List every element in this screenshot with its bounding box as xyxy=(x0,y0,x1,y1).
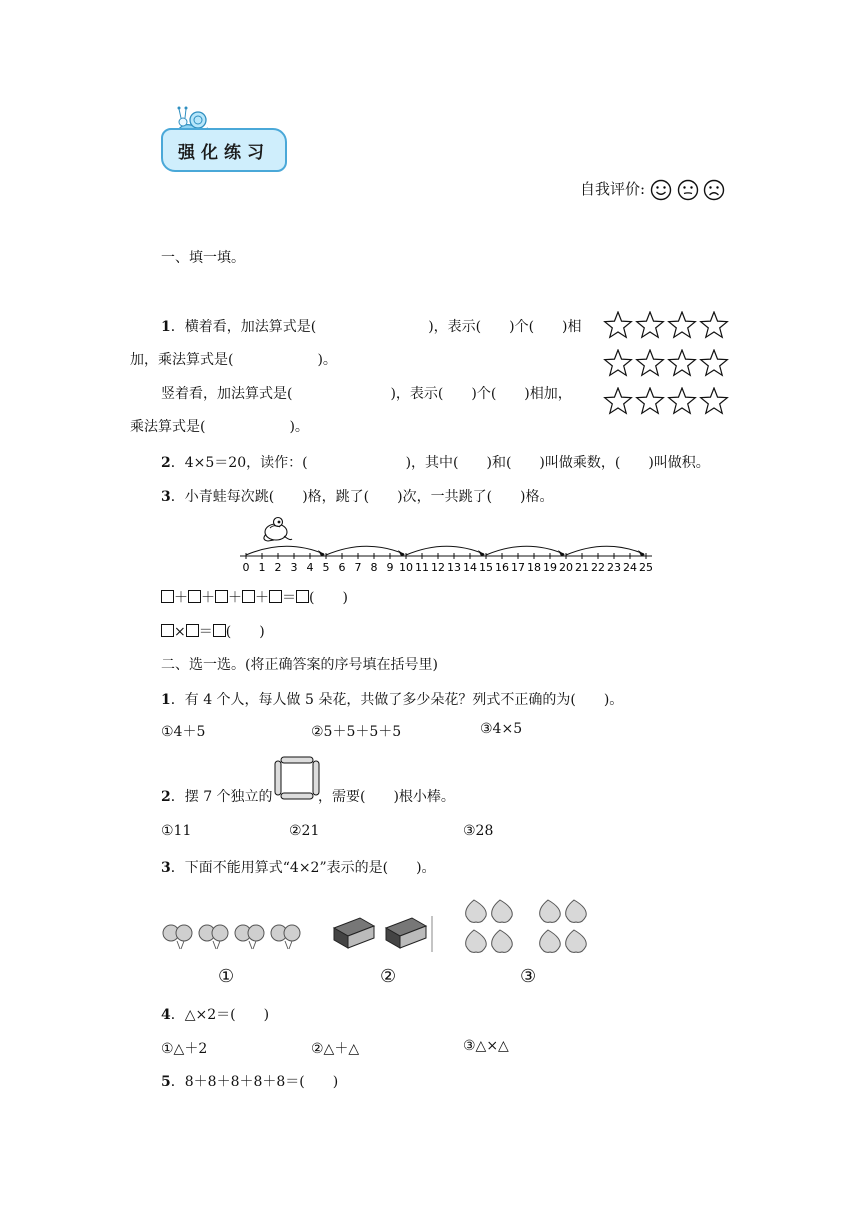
number-line-tick-label: 3 xyxy=(290,561,298,574)
operator: × xyxy=(174,624,186,640)
answer-box[interactable] xyxy=(296,590,309,603)
star-icon xyxy=(667,387,697,421)
s2-q1-number: 1 xyxy=(161,692,171,708)
self-evaluation xyxy=(580,178,725,201)
q1-line1 xyxy=(161,316,582,336)
number-line-tick-label: 25 xyxy=(639,561,653,574)
s2-q4-number: 4 xyxy=(161,1007,171,1023)
q1-line4: 乘法算式是( )。 xyxy=(130,419,309,435)
section-banner xyxy=(161,128,287,172)
answer-box[interactable] xyxy=(269,590,282,603)
number-line-tick-label: 22 xyxy=(591,561,605,574)
operator: ＋ xyxy=(228,590,242,606)
q2-text: ．4×5＝20，读作：( )，其中( )和( )叫做乘数，( )叫做积。 xyxy=(170,455,710,471)
s2-q3-line xyxy=(161,857,436,877)
number-line-tick-label: 2 xyxy=(274,561,282,574)
jump-arc xyxy=(246,546,324,555)
q2-number: 2 xyxy=(161,455,171,471)
number-line-tick-label: 19 xyxy=(543,561,557,574)
number-line-tick-label: 16 xyxy=(495,561,509,574)
banner-label: 强化练习 xyxy=(178,143,270,163)
s2-q5-text: ．8＋8＋8＋8＋8＝( ) xyxy=(170,1074,339,1090)
answer-box[interactable] xyxy=(215,590,228,603)
q3-line xyxy=(161,486,554,506)
answer-box[interactable] xyxy=(213,624,226,637)
jump-arrowhead xyxy=(398,550,405,556)
q1-line1-text: ．横着看，加法算式是( )，表示( )个( )相 xyxy=(170,319,582,335)
s2-q4-option-2[interactable]: ②△＋△ xyxy=(311,1041,360,1057)
number-line-tick-label: 18 xyxy=(527,561,541,574)
star-icon xyxy=(667,311,697,345)
q1-number: 1 xyxy=(161,319,171,335)
s2-q1-option-3[interactable]: ③4×5 xyxy=(480,721,523,737)
answer-box[interactable] xyxy=(161,624,174,637)
q2-line xyxy=(161,452,710,472)
s2-q1-text: ．有 4 个人，每人做 5 朵花，共做了多少朵花？列式不正确的为( )。 xyxy=(170,692,624,708)
jump-arc xyxy=(486,546,564,555)
balloons-picture xyxy=(160,920,305,952)
number-line-tick-label: 24 xyxy=(623,561,637,574)
s2-q1-option-2[interactable]: ②5＋5＋5＋5 xyxy=(311,724,402,740)
s2-q4-text: ．△×2＝( ) xyxy=(170,1007,270,1023)
number-line-tick-label: 7 xyxy=(354,561,362,574)
answer-box[interactable] xyxy=(186,624,199,637)
star-icon xyxy=(635,311,665,345)
star-icon xyxy=(667,349,697,383)
peaches-picture xyxy=(462,896,594,958)
number-line-tick-label: 11 xyxy=(415,561,429,574)
number-line-tick-label: 23 xyxy=(607,561,621,574)
smiley-happy-icon[interactable] xyxy=(650,179,672,201)
number-line xyxy=(232,538,662,574)
operator: ＋ xyxy=(255,590,269,606)
number-line-tick-label: 0 xyxy=(242,561,250,574)
star-icon xyxy=(699,387,729,421)
s2-q2-text-before: ．摆 7 个独立的 xyxy=(170,789,273,805)
books-picture xyxy=(330,914,435,954)
jump-arc xyxy=(406,546,484,555)
picture-label-3[interactable]: ③ xyxy=(520,966,537,987)
jump-arrowhead xyxy=(638,550,645,556)
s2-q2-option-2[interactable]: ②21 xyxy=(289,823,320,839)
s2-q3-number: 3 xyxy=(161,860,171,876)
q3-number: 3 xyxy=(161,489,171,505)
smiley-neutral-icon[interactable] xyxy=(677,179,699,201)
s2-q2-option-1[interactable]: ①11 xyxy=(161,823,192,839)
equation-multiplication xyxy=(161,621,265,641)
number-line-tick-label: 6 xyxy=(338,561,346,574)
operator: ＋ xyxy=(174,590,188,606)
picture-label-2[interactable]: ② xyxy=(380,966,397,987)
star-icon xyxy=(603,311,633,345)
section2-title: 二、选一选。(将正确答案的序号填在括号里) xyxy=(161,657,438,673)
answer-box[interactable] xyxy=(242,590,255,603)
number-line-tick-label: 12 xyxy=(431,561,445,574)
q1-line2: 加，乘法算式是( )。 xyxy=(130,352,337,368)
picture-label-1[interactable]: ① xyxy=(218,966,235,987)
jump-arc xyxy=(566,546,644,555)
operator: ＝ xyxy=(282,590,296,606)
stick-square-icon xyxy=(273,755,321,801)
smiley-sad-icon[interactable] xyxy=(703,179,725,201)
section1-title: 一、填一填。 xyxy=(161,250,245,266)
number-line-tick-label: 1 xyxy=(258,561,266,574)
number-line-tick-label: 14 xyxy=(463,561,477,574)
star-grid xyxy=(603,311,733,421)
s2-q4-option-1[interactable]: ①△＋2 xyxy=(161,1041,208,1057)
jump-arrowhead xyxy=(558,550,565,556)
number-line-tick-label: 10 xyxy=(399,561,413,574)
star-icon xyxy=(635,349,665,383)
answer-box[interactable] xyxy=(161,590,174,603)
s2-q5-number: 5 xyxy=(161,1074,171,1090)
number-line-tick-label: 17 xyxy=(511,561,525,574)
s2-q2-option-3[interactable]: ③28 xyxy=(463,823,494,839)
operator: ＋ xyxy=(201,590,215,606)
s2-q1-option-1[interactable]: ①4＋5 xyxy=(161,724,206,740)
equation-addition xyxy=(161,587,348,607)
s2-q2-number: 2 xyxy=(161,789,171,805)
star-icon xyxy=(699,311,729,345)
operator: ＝ xyxy=(198,624,213,640)
equation-tail: ( ) xyxy=(309,590,348,606)
star-icon xyxy=(603,387,633,421)
equation-tail: ( ) xyxy=(225,624,265,640)
s2-q1-line xyxy=(161,689,623,709)
number-line-tick-label: 15 xyxy=(479,561,493,574)
s2-q4-option-3[interactable]: ③△×△ xyxy=(463,1038,509,1054)
star-icon xyxy=(699,349,729,383)
star-icon xyxy=(603,349,633,383)
number-line-tick-label: 4 xyxy=(306,561,314,574)
jump-arrowhead xyxy=(478,550,485,556)
s2-q5-line xyxy=(161,1071,338,1091)
number-line-tick-label: 20 xyxy=(559,561,573,574)
s2-q4-line xyxy=(161,1004,269,1024)
jump-arc xyxy=(326,546,404,555)
answer-box[interactable] xyxy=(188,590,201,603)
number-line-tick-label: 21 xyxy=(575,561,589,574)
q3-text: ．小青蛙每次跳( )格，跳了( )次，一共跳了( )格。 xyxy=(170,489,554,505)
self-eval-label: 自我评价: xyxy=(580,180,646,198)
number-line-tick-label: 13 xyxy=(447,561,461,574)
number-line-tick-label: 9 xyxy=(386,561,394,574)
s2-q2-line-start xyxy=(161,786,273,806)
s2-q2-text-after: ，需要( )根小棒。 xyxy=(318,789,455,805)
number-line-tick-label: 5 xyxy=(322,561,330,574)
q1-line3: 竖着看，加法算式是( )，表示( )个( )相加， xyxy=(161,386,572,402)
star-icon xyxy=(635,387,665,421)
s2-q3-text: ．下面不能用算式“4×2”表示的是( )。 xyxy=(170,860,436,876)
jump-arrowhead xyxy=(318,550,325,556)
number-line-tick-label: 8 xyxy=(370,561,378,574)
